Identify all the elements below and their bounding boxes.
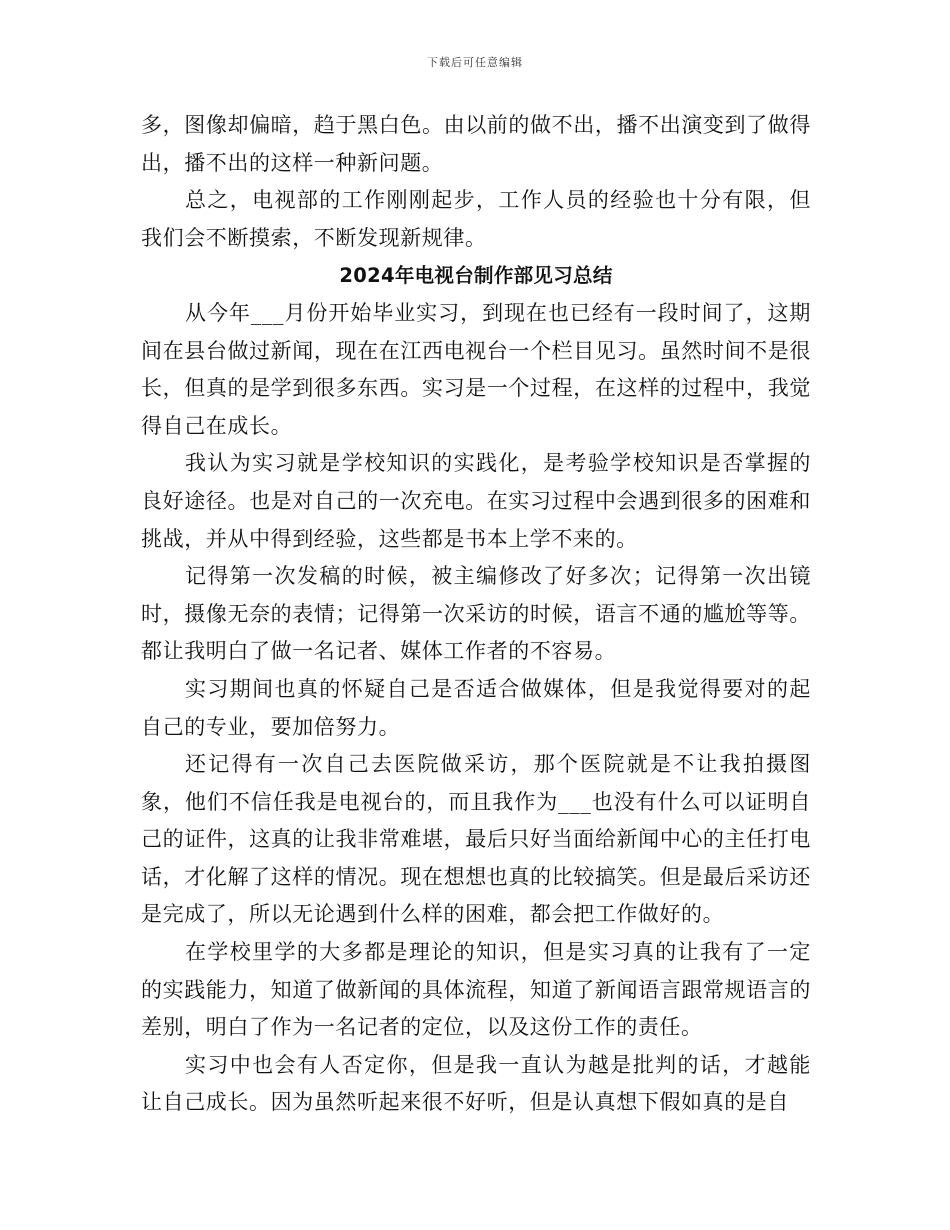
paragraph: 还记得有一次自己去医院做采访，那个医院就是不让我拍摄图象，他们不信任我是电视台的，而且我作为___也没有什么可以证明自己的证件，这真的让我非常难堪，最后只好当面给新闻中心的主任打电话，才化解了这样的情况。现在想想也真的比较搞笑。但是最后采访还是完成了，所以无论遇到什么样的困难，都会把工作做好的。 (141, 752, 811, 927)
paragraph: 我认为实习就是学校知识的实践化，是考验学校知识是否掌握的良好途径。也是对自己的一次充电。在实习过程中会遇到很多的困难和挑战，并从中得到经验，这些都是书本上学不来的。 (141, 451, 811, 551)
paragraph: 在学校里学的大多都是理论的知识，但是实习真的让我有了一定的实践能力，知道了做新闻的具体流程，知道了新闻语言跟常规语言的差别，明白了作为一名记者的定位，以及这份工作的责任。 (141, 940, 811, 1040)
paragraph: 从今年___月份开始毕业实习，到现在也已经有一段时间了，这期间在县台做过新闻，现在在江西电视台一个栏目见习。虽然时间不是很长，但真的是学到很多东西。实习是一个过程，在这样的过程中，我觉得自己在成长。 (141, 300, 811, 438)
section-title: 2024年电视台制作部见习总结 (339, 264, 613, 288)
document-body (141, 107, 811, 1122)
paragraph-summary: 总之，电视部的工作刚刚起步，工作人员的经验也十分有限，但我们会不断摸索，不断发现新规律。 (141, 188, 811, 250)
paragraph: 实习期间也真的怀疑自己是否适合做媒体，但是我觉得要对的起自己的专业，要加倍努力。 (141, 676, 811, 739)
paragraph: 记得第一次发稿的时候，被主编修改了好多次；记得第一次出镜时，摄像无奈的表情；记得第一次采访的时候，语言不通的尴尬等等。都让我明白了做一名记者、媒体工作者的不容易。 (141, 564, 811, 664)
paragraph-continued: 多，图像却偏暗，趋于黑白色。由以前的做不出，播不出演变到了做得出，播不出的这样一种新问题。 (141, 113, 811, 175)
paragraph: 实习中也会有人否定你，但是我一直认为越是批判的话，才越能让自己成长。因为虽然听起来很不好听，但是认真想下假如真的是自 (141, 1052, 811, 1115)
page-header-note: 下载后可任意编辑 (427, 56, 523, 69)
